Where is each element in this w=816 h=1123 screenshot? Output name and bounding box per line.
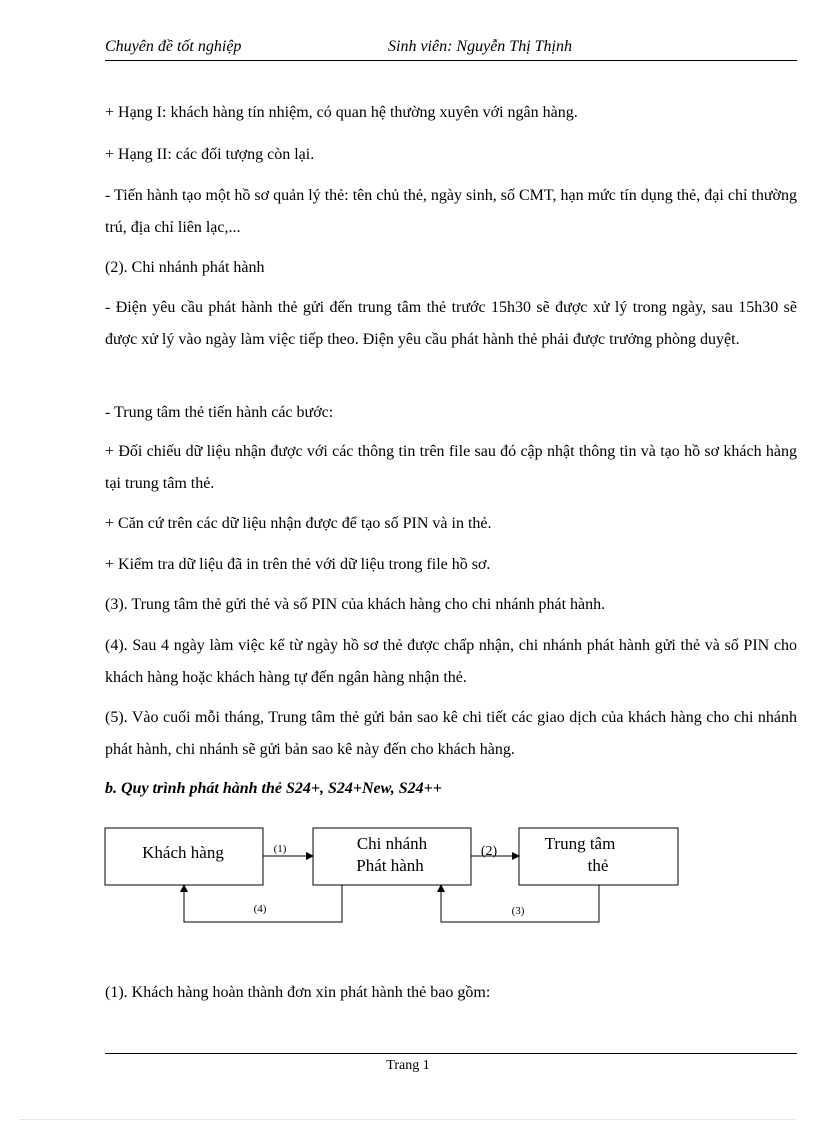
card-center-label-line1: Trung tâm [544,834,616,853]
paragraph-rank-2: + Hạng II: các đối tượng còn lại. [105,146,315,163]
page-bottom-edge [20,1119,796,1120]
card-center-label-line2: thẻ [587,856,609,875]
label-step-3: (3) [511,905,525,917]
paragraph-step-1-form: (1). Khách hàng hoàn thành đơn xin phát hành thẻ bao gồm: [105,984,491,1001]
issuing-branch-label-line1: Chi nhánh [356,834,428,853]
section-subheading: b. Quy trình phát hành thẻ S24+, S24+New, S24++ [105,780,442,797]
paragraph-pin-creation: + Căn cứ trên các dữ liệu nhận được để tạo số PIN và in thẻ. [105,515,492,532]
paragraph-step-4: (4). Sau 4 ngày làm việc kể từ ngày hồ sơ thẻ được chấp nhận, chi nhánh phát hành gửi thẻ và số PIN cho khách hàng hoặc khách hàng tự đến ngân hàng nhận thẻ. [105,637,797,686]
paragraph-issue-request: - Điện yêu cầu phát hành thẻ gửi đến trung tâm thẻ trước 15h30 sẽ được xử lý trong ngày, sau 15h30 sẽ được xử lý vào ngày làm việc tiếp theo. Điện yêu cầu phát hành thẻ phải được trưởng phòng duyệt. [105,299,797,348]
paragraph-step-5: (5). Vào cuối mỗi tháng, Trung tâm thẻ gửi bản sao kê chi tiết các giao dịch của khách hàng cho chi nhánh phát hành, chi nhánh sẽ gửi bản sao kê này đến cho khách hàng. [105,709,797,758]
paragraph-branch-heading: (2). Chi nhánh phát hành [105,259,265,276]
footer-rule [105,1053,797,1054]
customer-box-label: Khách hàng [142,843,224,862]
label-step-4: (4) [253,903,267,915]
page-number: Trang 1 [386,1058,430,1073]
paragraph-data-check: + Đối chiếu dữ liệu nhận được với các thông tin trên file sau đó cập nhật thông tin và tạo hồ sơ khách hàng tại trung tâm thẻ. [105,443,797,492]
paragraph-card-profile: - Tiến hành tạo một hồ sơ quản lý thẻ: tên chủ thẻ, ngày sinh, số CMT, hạn mức tín dụng thẻ, đại chỉ thường trú, địa chỉ liên lạc,... [105,187,797,236]
paragraph-data-verify: + Kiểm tra dữ liệu đã in trên thẻ với dữ liệu trong file hồ sơ. [105,556,491,573]
label-step-1: (1) [273,843,287,855]
header-document-title: Chuyên đề tốt nghiệp [105,38,242,55]
paragraph-rank-1: + Hạng I: khách hàng tín nhiệm, có quan hệ thường xuyên với ngân hàng. [105,104,578,121]
paragraph-card-center-steps: - Trung tâm thẻ tiến hành các bước: [105,404,334,421]
paragraph-step-3: (3). Trung tâm thẻ gửi thẻ và số PIN của khách hàng cho chi nhánh phát hành. [105,596,606,613]
header-student-name: Sinh viên: Nguyễn Thị Thịnh [388,38,572,55]
label-step-2: (2) [480,844,498,859]
issuing-branch-label-line2: Phát hành [356,856,424,875]
